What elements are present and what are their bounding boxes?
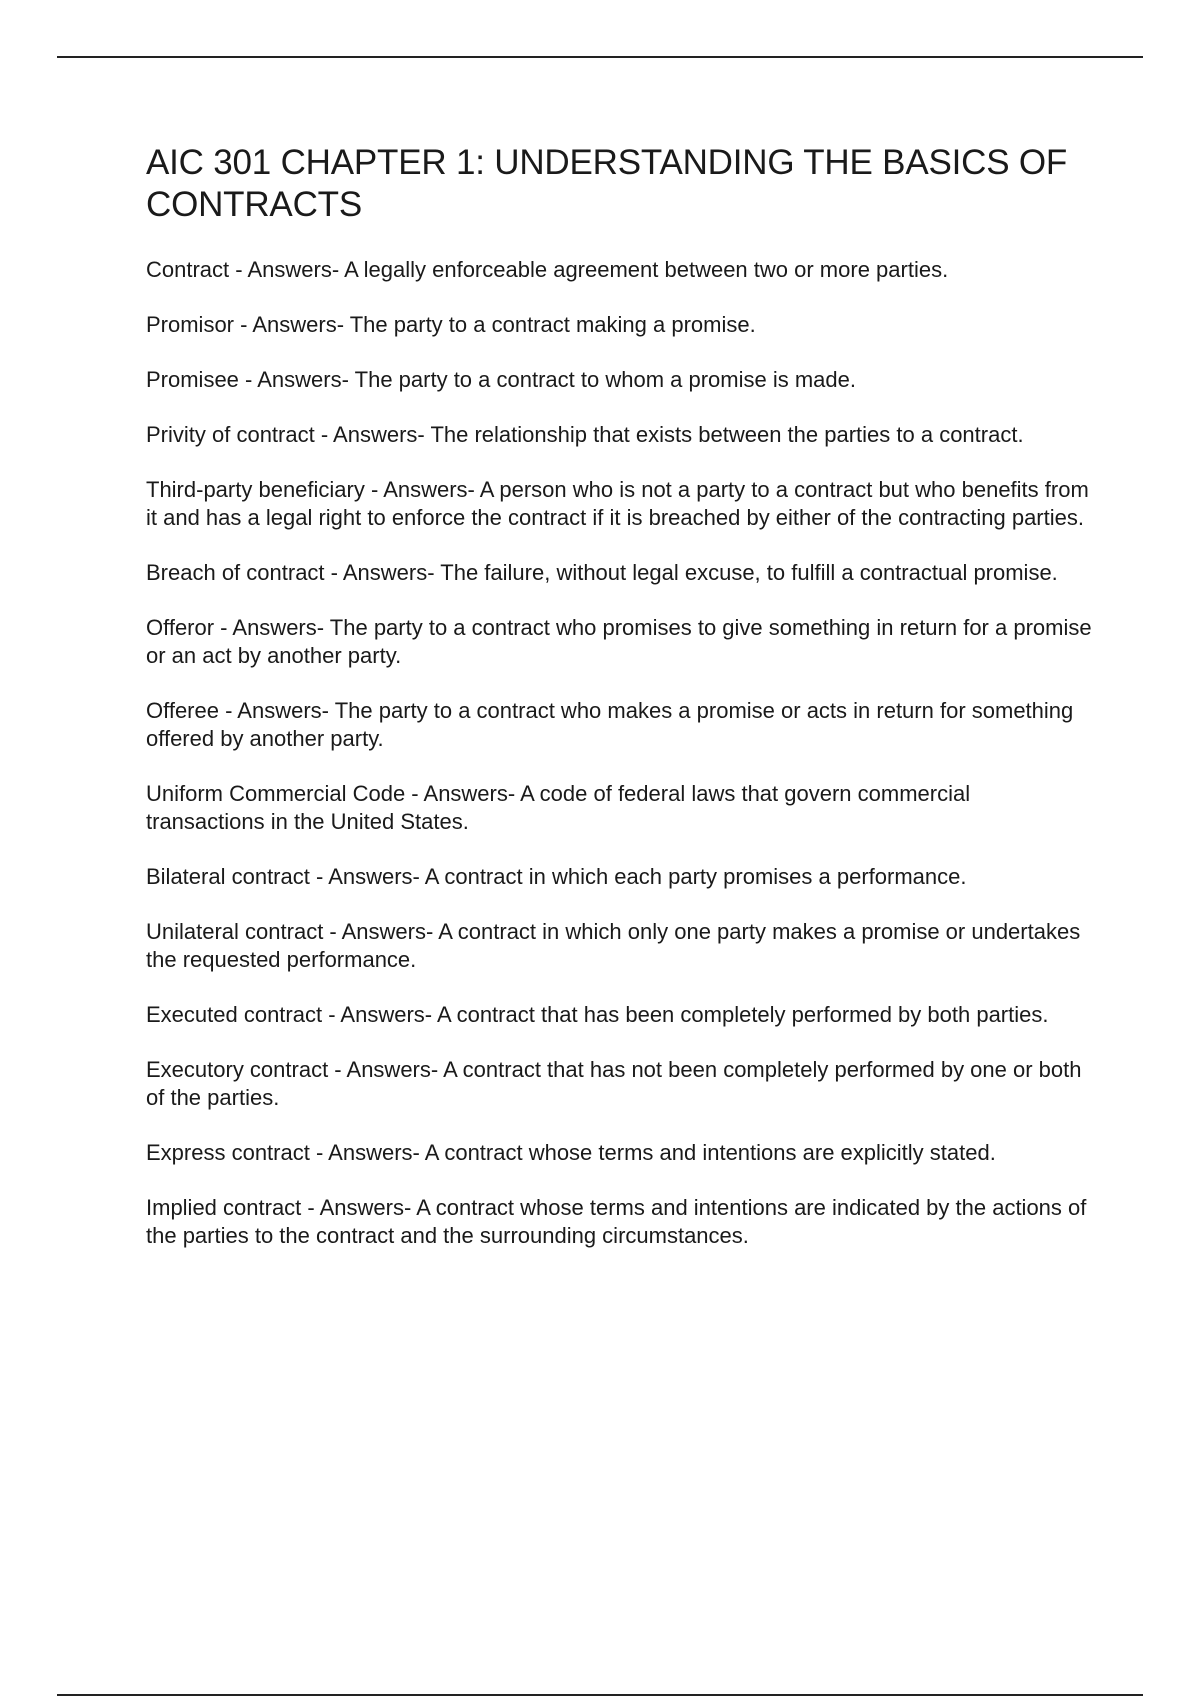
definition-executory-contract: Executory contract - Answers- A contract that has not been completely performed by one or both of the parties. [146, 1057, 1082, 1110]
definition-third-party-beneficiary: Third-party beneficiary - Answers- A person who is not a party to a contract but who benefits from it and has a legal right to enforce the contract if it is breached by either of the contracting parties. [146, 477, 1089, 530]
definition-unilateral-contract: Unilateral contract - Answers- A contract in which only one party makes a promise or undertakes the requested performance. [146, 919, 1081, 972]
definition-express-contract: Express contract - Answers- A contract whose terms and intentions are explicitly stated. [146, 1140, 996, 1165]
definition-privity-of-contract: Privity of contract - Answers- The relationship that exists between the parties to a contract. [146, 422, 1024, 447]
definition-offeror: Offeror - Answers- The party to a contract who promises to give something in return for a promise or an act by another party. [146, 615, 1092, 668]
document-body [146, 142, 1094, 1277]
definition-promisor: Promisor - Answers- The party to a contract making a promise. [146, 312, 756, 337]
definition-executed-contract: Executed contract - Answers- A contract that has been completely performed by both parties. [146, 1002, 1049, 1027]
definition-offeree: Offeree - Answers- The party to a contract who makes a promise or acts in return for something offered by another party. [146, 698, 1074, 751]
definition-contract: Contract - Answers- A legally enforceable agreement between two or more parties. [146, 257, 949, 282]
bottom-divider [57, 1694, 1143, 1696]
definition-implied-contract: Implied contract - Answers- A contract whose terms and intentions are indicated by the actions of the parties to the contract and the surrounding circumstances. [146, 1195, 1087, 1248]
definition-list [146, 256, 1094, 1250]
definition-promisee: Promisee - Answers- The party to a contract to whom a promise is made. [146, 367, 856, 392]
definition-bilateral-contract: Bilateral contract - Answers- A contract in which each party promises a performance. [146, 864, 967, 889]
top-divider [57, 56, 1143, 58]
definition-uniform-commercial-code: Uniform Commercial Code - Answers- A code of federal laws that govern commercial transactions in the United States. [146, 781, 971, 834]
definition-breach-of-contract: Breach of contract - Answers- The failure, without legal excuse, to fulfill a contractual promise. [146, 560, 1058, 585]
document-title: AIC 301 CHAPTER 1: UNDERSTANDING THE BASICS OF CONTRACTS [146, 143, 1068, 224]
